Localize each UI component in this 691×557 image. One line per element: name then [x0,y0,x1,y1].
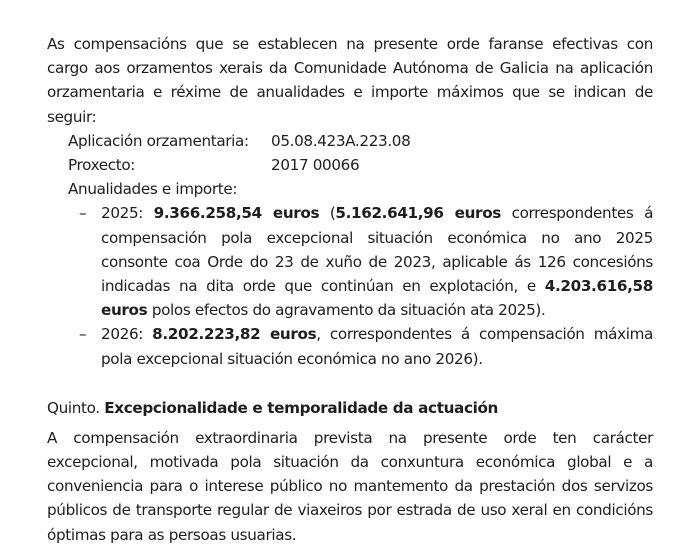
annuity-sub-amount-1: 5.162.641,96 euros [335,204,501,223]
section-body: A compensación extraordinaria prevista na presente orde ten carácter excepcional, motivada pola situación da conxuntura económica global e a conveniencia para o interese público no mantemento da prestación dos servizos públicos de transporte regular de viaxeiros por estrada de uso xeral en condicións óptimas para as persoas usuarias. [47,428,653,544]
budget-application-label: Aplicación orzamentaria: [68,131,249,150]
project-row [68,153,653,177]
annuity-item-2026 [79,322,653,370]
annuity-amount: 9.366.258,54 euros [153,204,320,223]
budget-details [47,129,653,202]
annuity-text-2: polos efectos do agravamento da situación ata 2025). [151,301,546,320]
section-heading [47,396,653,420]
dash-bullet-icon: – [79,325,87,344]
annuity-text-1: correspondentes á compensación pola excepcional situación económica no ano 2025 consonte coa Orde do 23 de xuño de 2023, aplicable ás 126 concesións indicadas na dita orde que continúan en explotación, e [101,204,654,296]
budget-application-row [68,129,653,153]
section-number: Quinto. [47,398,100,417]
intro-paragraph: As compensacións que se establecen na presente orde faranse efectivas con cargo aos orzamentos xerais da Comunidade Autónoma de Galicia na aplicación orzamentaria e réxime de anualidades e importe máximos que se indican de seguir: [47,35,653,126]
annuity-text-1: , correspondentes á compensación máxima pola excepcional situación económica no ano 2026). [101,325,654,368]
project-value: 2017 00066 [271,156,360,175]
annuity-year: 2025: [101,204,144,223]
annuity-item-2025 [79,201,653,322]
annuity-sub-amount-2: 4.203.616,58 euros [101,277,653,320]
section-title: Excepcionalidade e temporalidade da actuación [104,398,499,417]
paren-open: ( [329,204,336,223]
annuities-label: Anualidades e importe: [68,180,238,199]
budget-application-value: 05.08.423A.223.08 [271,131,411,150]
annuity-amount: 8.202.223,82 euros [152,325,317,344]
project-label: Proxecto: [68,156,136,175]
dash-bullet-icon: – [79,204,87,223]
annuity-year: 2026: [101,325,144,344]
annuities-list [47,201,653,370]
